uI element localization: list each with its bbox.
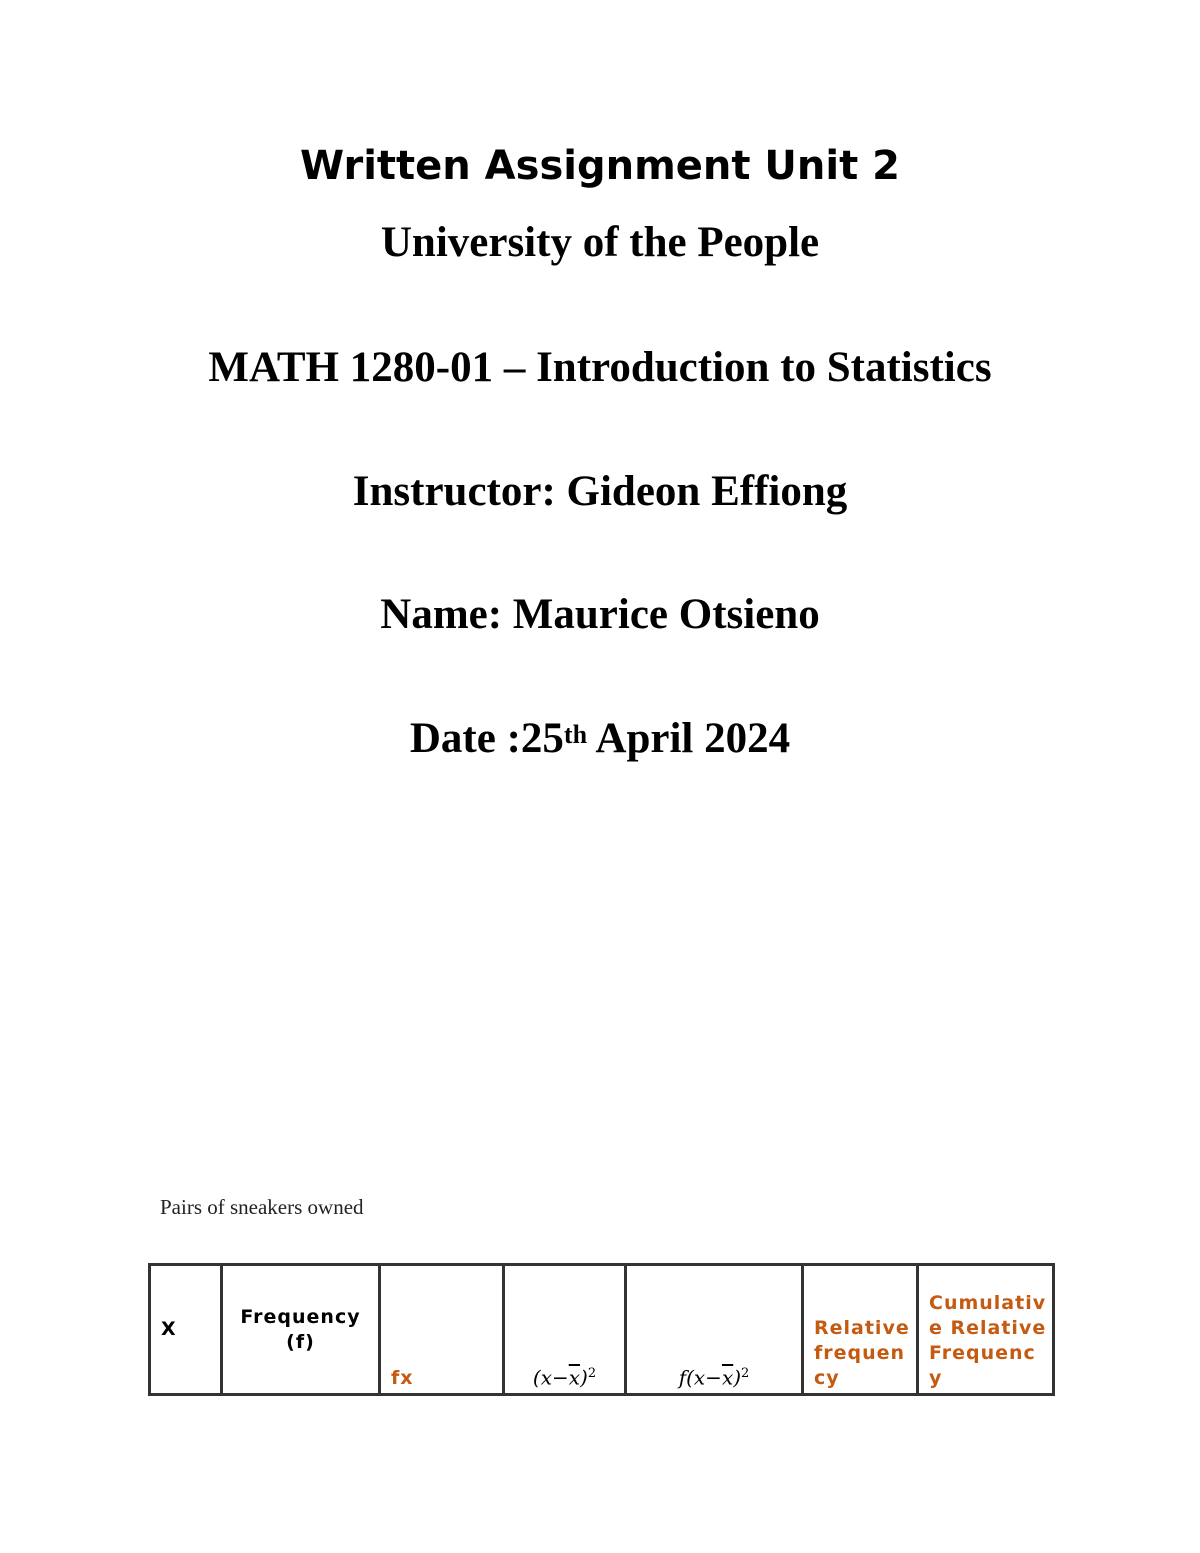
- table-header-row: [150, 1265, 1054, 1395]
- date-superscript: th: [563, 720, 588, 749]
- deviation-sq-power: 2: [587, 1366, 597, 1382]
- header-deviation-squared: [504, 1265, 626, 1395]
- header-frequency: Frequency (f): [222, 1265, 380, 1395]
- table-caption: Pairs of sneakers owned: [160, 1195, 364, 1219]
- mean-x-bar: $\overline{x}$: [721, 1366, 734, 1390]
- header-relative-frequency: Relative frequency: [803, 1265, 918, 1395]
- header-cumulative-relative-frequency: Cumulative Relative Frequency: [918, 1265, 1054, 1395]
- date-line: [0, 714, 1200, 764]
- f-deviation-sq-power: 2: [741, 1366, 750, 1382]
- date-prefix: Date :25: [409, 715, 564, 762]
- student-name-line: Name: Maurice Otsieno: [380, 591, 820, 638]
- frequency-table: [148, 1263, 1055, 1396]
- f-deviation-sq-prefix: f(x−: [678, 1366, 722, 1390]
- mean-x-bar: $\overline{x}$: [568, 1366, 581, 1390]
- instructor-line: Instructor: Gideon Effiong: [352, 468, 848, 515]
- deviation-sq-prefix: (x−: [532, 1366, 569, 1390]
- header-x: X: [150, 1265, 222, 1395]
- document-title: Written Assignment Unit 2: [300, 143, 900, 189]
- deviation-sq-suffix: ): [580, 1366, 588, 1390]
- f-deviation-sq-suffix: ): [733, 1366, 742, 1390]
- course-title: MATH 1280-01 – Introduction to Statistics: [208, 344, 992, 391]
- header-fx: fx: [380, 1265, 504, 1395]
- header-f-deviation-squared: [626, 1265, 803, 1395]
- university-name: University of the People: [380, 219, 820, 266]
- date-suffix: April 2024: [587, 715, 791, 762]
